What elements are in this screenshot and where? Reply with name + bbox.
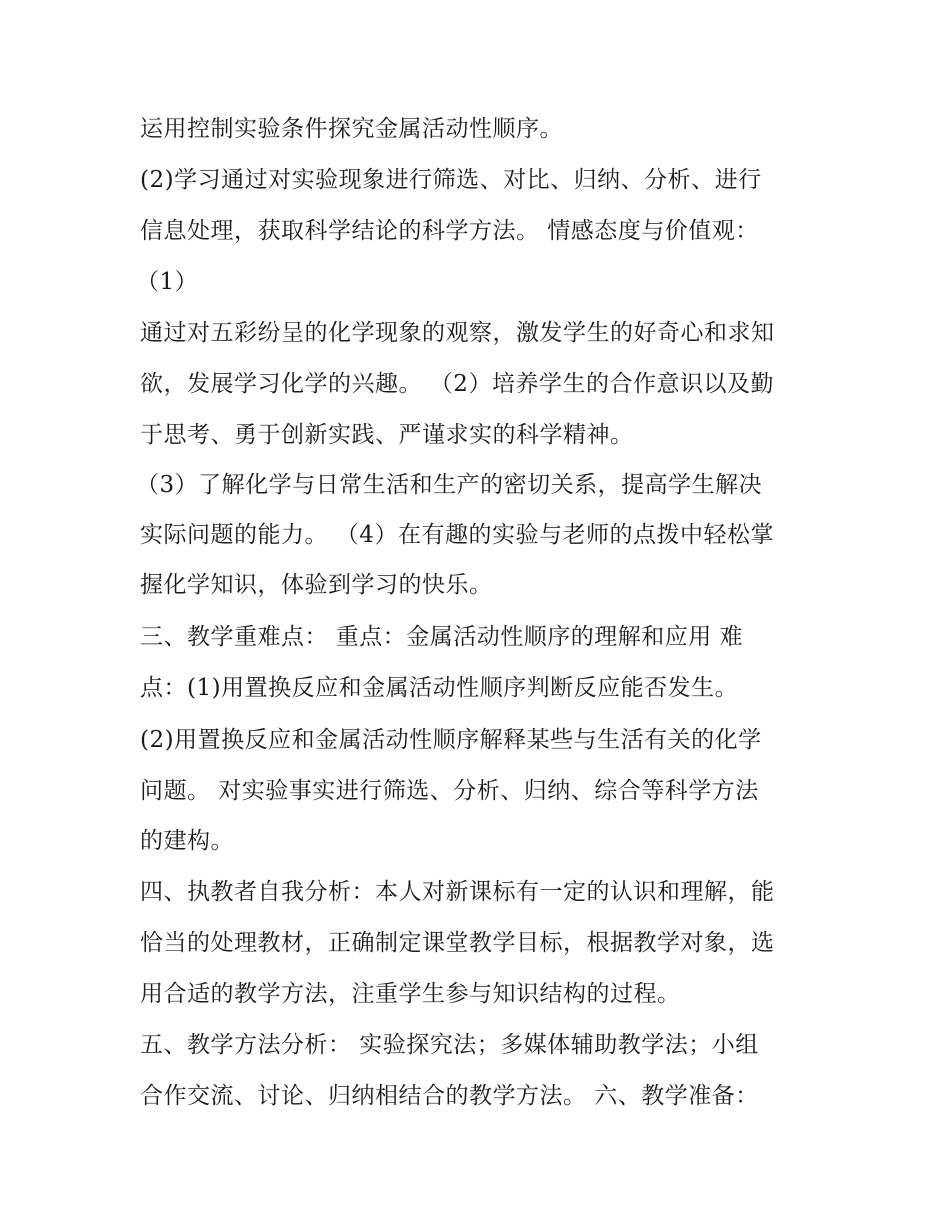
text-line: 三、教学重难点： 重点：金属活动性顺序的理解和应用 难 bbox=[140, 624, 744, 650]
text-line: 的建构。 bbox=[140, 828, 234, 854]
text-line: 运用控制实验条件探究金属活动性顺序。 bbox=[140, 116, 563, 142]
text-line: （1） bbox=[136, 269, 199, 295]
text-line: 信息处理，获取科学结论的科学方法。 情感态度与价值观： bbox=[140, 218, 759, 244]
text-line: 合作交流、讨论、归纳相结合的教学方法。 六、教学准备： bbox=[140, 1083, 759, 1109]
text-line: 通过对五彩纷呈的化学现象的观察，激发学生的好奇心和求知 bbox=[140, 320, 775, 346]
text-line: （3）了解化学与日常生活和生产的密切关系，提高学生解决 bbox=[136, 472, 763, 498]
text-line: (2)用置换反应和金属活动性顺序解释某些与生活有关的化学 bbox=[140, 727, 762, 753]
text-line: 于思考、勇于创新实践、严谨求实的科学精神。 bbox=[140, 422, 634, 448]
text-line: 欲，发展学习化学的兴趣。 （2）培养学生的合作意识以及勤 bbox=[140, 371, 774, 397]
text-line: 恰当的处理教材，正确制定课堂教学目标，根据教学对象，选 bbox=[140, 930, 775, 956]
text-line: 四、执教者自我分析：本人对新课标有一定的认识和理解，能 bbox=[140, 879, 775, 905]
text-line: 问题。 对实验事实进行筛选、分析、归纳、综合等科学方法 bbox=[140, 778, 759, 804]
text-line: 用合适的教学方法，注重学生参与知识结构的过程。 bbox=[140, 981, 681, 1007]
text-line: 五、教学方法分析： 实验探究法；多媒体辅助教学法；小组 bbox=[140, 1032, 759, 1058]
text-line: 点：(1)用置换反应和金属活动性顺序判断反应能否发生。 bbox=[140, 675, 739, 701]
text-line: 握化学知识，体验到学习的快乐。 bbox=[140, 572, 493, 598]
text-line: (2)学习通过对实验现象进行筛选、对比、归纳、分析、进行 bbox=[140, 167, 762, 193]
text-line: 实际问题的能力。 （4）在有趣的实验与老师的点拨中轻松掌 bbox=[140, 522, 774, 548]
